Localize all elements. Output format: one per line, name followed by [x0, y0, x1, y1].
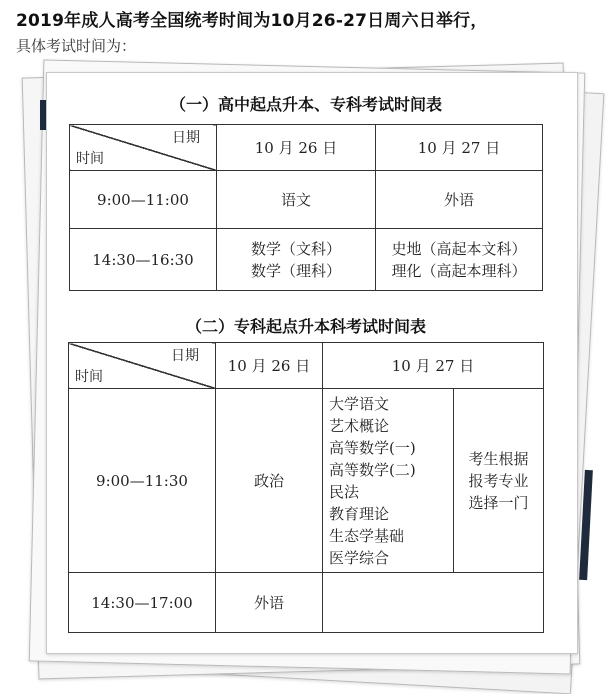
subject-line: 艺术概论 [329, 416, 390, 435]
subject-cell [323, 573, 544, 633]
table2-header-row [69, 343, 544, 389]
table1-day1-header: 10 月 26 日 [217, 125, 376, 171]
table1-title: （一）高中起点升本、专科考试时间表 [169, 95, 442, 114]
subject-line: 民法 [329, 482, 360, 501]
table-row [70, 171, 543, 229]
time-label: 时间 [76, 151, 104, 167]
subject-line: 理化（高起本理科） [391, 261, 527, 280]
note-line: 考生根据 [468, 449, 529, 468]
table2-day1-header: 10 月 26 日 [216, 343, 323, 389]
table2-day2-header: 10 月 27 日 [323, 343, 544, 389]
table1-header-row [70, 125, 543, 171]
table-row [70, 229, 543, 291]
note-line: 选择一门 [468, 493, 529, 512]
table1 [69, 124, 543, 291]
subject-list-cell [323, 389, 454, 573]
subject-line: 数学（理科） [250, 261, 341, 280]
subject-line: 高等数学(一) [329, 438, 416, 457]
table-row [69, 573, 544, 633]
time-cell: 9:00—11:30 [69, 389, 216, 573]
note-line: 报考专业 [468, 471, 529, 490]
article-subline: 具体考试时间为： [16, 37, 137, 55]
note-cell [454, 389, 544, 573]
table2 [68, 342, 544, 633]
time-cell: 14:30—17:00 [69, 573, 216, 633]
subject-line: 医学综合 [329, 548, 390, 567]
subject-line: 数学（文科） [250, 239, 341, 258]
time-label: 时间 [75, 369, 103, 385]
subject-line: 生态学基础 [329, 526, 405, 545]
subject-cell: 外语 [376, 171, 543, 229]
subject-cell: 政治 [216, 389, 323, 573]
time-cell: 14:30—16:30 [70, 229, 217, 291]
table-row [69, 389, 544, 573]
subject-cell [217, 229, 376, 291]
date-label: 日期 [171, 348, 199, 364]
article-headline: 2019年成人高考全国统考时间为10月26-27日周六日举行， [16, 11, 488, 31]
subject-line: 史地（高起本文科） [391, 239, 527, 258]
date-label: 日期 [172, 130, 200, 146]
subject-line: 高等数学(二) [329, 460, 416, 479]
table2-diagonal-header [69, 343, 216, 389]
table1-day2-header: 10 月 27 日 [376, 125, 543, 171]
subject-line: 大学语文 [329, 394, 390, 413]
subject-cell: 外语 [216, 573, 323, 633]
subject-line: 教育理论 [329, 504, 390, 523]
table1-diagonal-header [70, 125, 217, 171]
table2-title: （二）专科起点升本科考试时间表 [185, 317, 426, 336]
subject-cell [376, 229, 543, 291]
subject-cell: 语文 [217, 171, 376, 229]
time-cell: 9:00—11:00 [70, 171, 217, 229]
